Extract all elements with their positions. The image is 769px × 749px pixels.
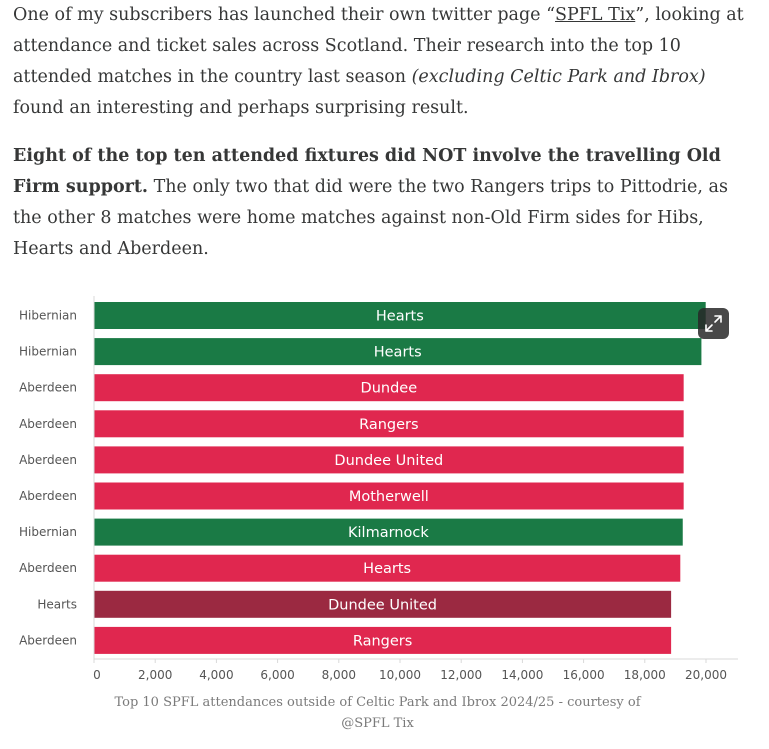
x-tick-label: 4,000 xyxy=(199,668,234,682)
findings-text: The only two that did were the two Rangers trips to Pittodrie, as the other 8 matches were home matches against non-Old Firm sides for Hibs, Hearts and Aberdeen. xyxy=(13,177,728,259)
x-tick-label: 12,000 xyxy=(440,668,483,682)
intro-paragraph xyxy=(13,0,748,124)
x-tick-label: 20,000 xyxy=(685,668,727,682)
x-tick-label: 18,000 xyxy=(623,668,666,682)
category-label: Aberdeen xyxy=(19,561,77,576)
intro-text-c: found an interesting and perhaps surprising result. xyxy=(13,98,469,118)
expand-image-button[interactable] xyxy=(698,308,729,339)
bar-label: Dundee United xyxy=(334,452,444,469)
x-tick-label: 14,000 xyxy=(501,668,544,682)
x-tick-label: 8,000 xyxy=(321,668,356,682)
category-label: Hearts xyxy=(37,597,77,612)
bar-label: Kilmarnock xyxy=(348,525,429,542)
category-label: Aberdeen xyxy=(19,416,77,431)
category-label: Aberdeen xyxy=(19,452,77,467)
expand-icon xyxy=(704,314,723,333)
chart-canvas xyxy=(0,290,769,690)
bar-label: Hearts xyxy=(363,561,412,578)
bar-label: Dundee xyxy=(360,380,418,397)
intro-text-a: One of my subscribers has launched their own twitter page “ xyxy=(13,5,556,25)
category-label: Aberdeen xyxy=(19,489,77,503)
x-tick-label: 16,000 xyxy=(562,668,605,682)
attendance-chart xyxy=(0,290,769,690)
bar-label: Hearts xyxy=(373,344,422,361)
bar-label: Rangers xyxy=(352,633,413,650)
x-tick-label: 6,000 xyxy=(260,668,295,682)
category-label: Aberdeen xyxy=(19,633,77,648)
bar-label: Motherwell xyxy=(348,489,429,505)
x-tick-label: 10,000 xyxy=(379,668,421,682)
category-label: Hibernian xyxy=(19,525,77,540)
bar-label: Dundee United xyxy=(328,597,437,614)
spfl-tix-link[interactable]: SPFL Tix xyxy=(555,5,636,25)
bar-label: Hearts xyxy=(375,308,424,325)
x-tick-label: 2,000 xyxy=(138,668,173,682)
x-tick-label: 0 xyxy=(93,668,101,682)
findings-paragraph xyxy=(13,141,748,265)
intro-emphasis: (excluding Celtic Park and Ibrox) xyxy=(411,67,706,87)
intro-text-b: ”, looking at attendance and ticket sales across Scotland. Their research into the top 10 attended matches in the country last season xyxy=(13,5,744,87)
category-label: Aberdeen xyxy=(19,380,77,395)
category-label: Hibernian xyxy=(19,308,77,323)
chart-caption: Top 10 SPFL attendances outside of Celtic Park and Ibrox 2024/25 - courtesy of @SPFL Tix xyxy=(114,695,641,731)
bar-label: Rangers xyxy=(359,416,419,433)
category-label: Hibernian xyxy=(19,344,77,359)
findings-strong: Eight of the top ten attended fixtures did NOT involve the travelling Old Firm support. xyxy=(13,146,721,197)
